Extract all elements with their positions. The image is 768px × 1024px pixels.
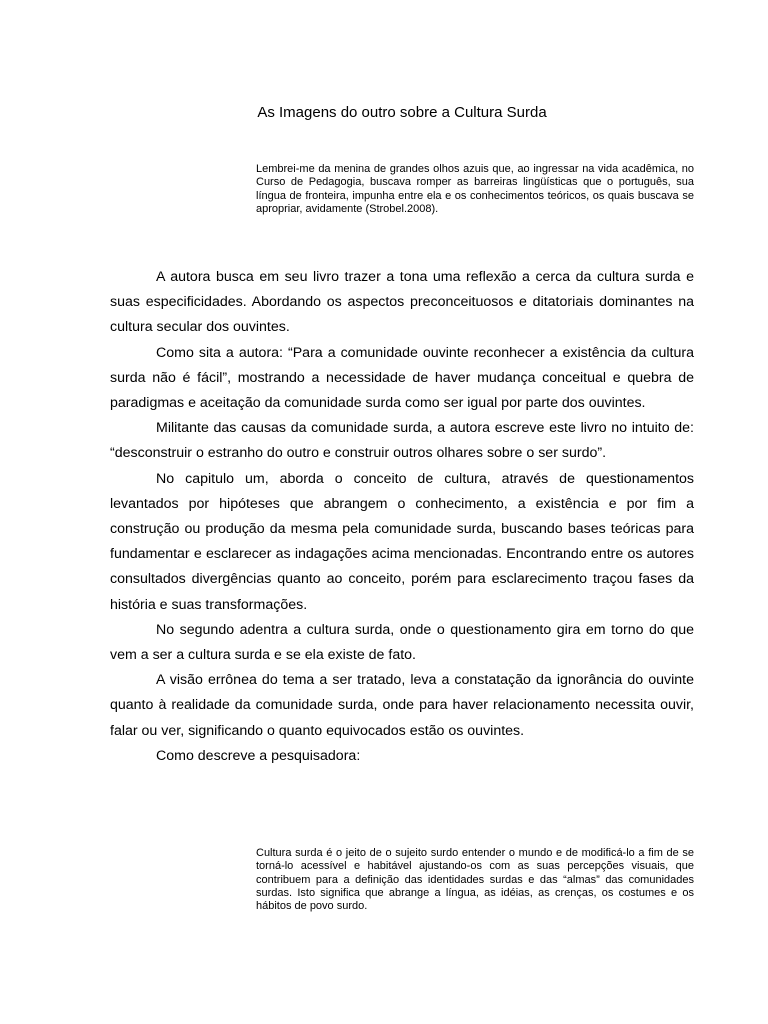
paragraph-4: No capitulo um, aborda o conceito de cultura, através de questionamentos levantados por hipóteses que abrangem o conhecimento, a existência e por fim a construção ou produção da mesma pela comunidade surda, buscando bases teóricas para fundamentar e esclarecer as indagações acima mencionadas. Encontrando entre os autores consultados divergências quanto ao conceito, porém para esclarecimento traçou fases da história e suas transformações. xyxy=(110,470,694,613)
paragraph-3: Militante das causas da comunidade surda, a autora escreve este livro no intuito de: “desconstruir o estranho do outro e construir outros olhares sobre o ser surdo”. xyxy=(110,420,694,462)
paragraph-1: A autora busca em seu livro trazer a tona uma reflexão a cerca da cultura surda e suas especificidades. Abordando os aspectos preconceituosos e ditatoriais dominantes na cultura secular dos ouvintes. xyxy=(110,269,694,336)
paragraph-6: A visão errônea do tema a ser tratado, leva a constatação da ignorância do ouvinte quanto à realidade da comunidade surda, onde para haver relacionamento necessita ouvir, falar ou ver, significando o quanto equivocados estão os ouvintes. xyxy=(110,672,694,739)
closing-quote: Cultura surda é o jeito de o sujeito surdo entender o mundo e de modificá-lo a fim de se torná-lo acessível e habitável ajustando-os com as suas percepções visuais, que contribuem para a definição das identidades surdas e das “almas” das comunidades surdas. Isto significa que abrange a língua, as idéias, as crenças, os costumes e os hábitos de povo surdo. xyxy=(256,847,694,913)
paragraph-2: Como sita a autora: “Para a comunidade ouvinte reconhecer a existência da cultura surda não é fácil”, mostrando a necessidade de haver mudança conceitual e quebra de paradigmas e aceitação da comunidade surda como ser igual por parte dos ouvintes. xyxy=(110,344,694,412)
paragraph-5: No segundo adentra a cultura surda, onde o questionamento gira em torno do que vem a ser a cultura surda e se ela existe de fato. xyxy=(110,621,694,664)
document-body xyxy=(110,265,694,769)
opening-quote: Lembrei-me da menina de grandes olhos azuis que, ao ingressar na vida acadêmica, no Curso de Pedagogia, buscava romper as barreiras lingüísticas que o português, sua língua de fronteira, impunha entre ela e os conhecimentos teóricos, os quais buscava se apropriar, avidamente (Strobel.2008). xyxy=(256,163,694,215)
paragraph-7: Como descreve a pesquisadora: xyxy=(156,747,361,764)
document-title: As Imagens do outro sobre a Cultura Surda xyxy=(257,104,547,121)
